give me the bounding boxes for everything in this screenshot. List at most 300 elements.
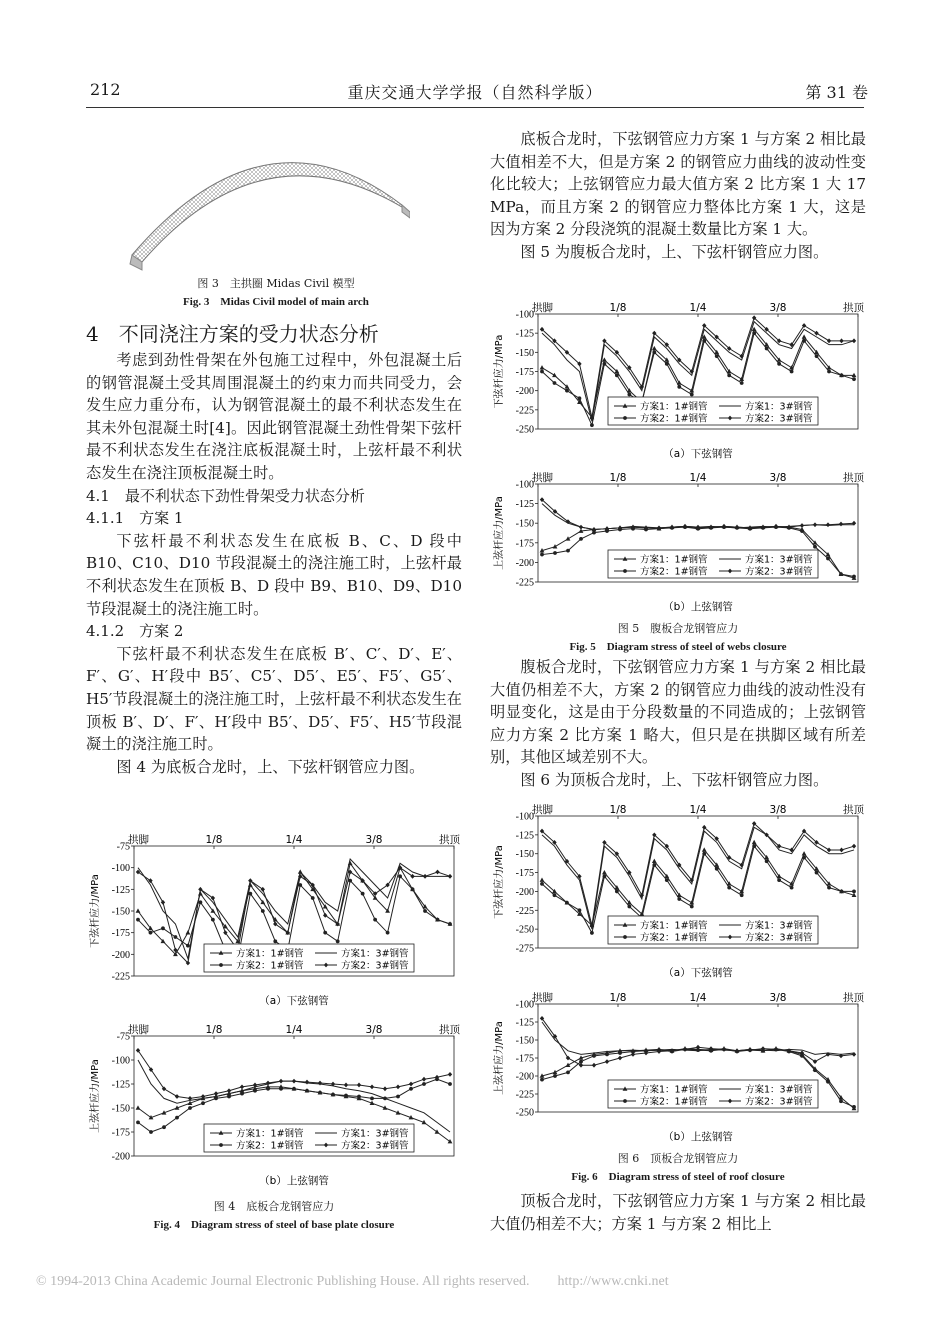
legend-label: 方案2：1#钢管 (640, 566, 708, 578)
data-point (800, 523, 804, 528)
data-point (383, 1086, 387, 1091)
data-point (318, 1091, 322, 1095)
y-tick-label: -75 (116, 1031, 130, 1043)
data-point (410, 874, 414, 879)
legend-label: 方案1：3#钢管 (745, 401, 813, 413)
data-point (227, 1088, 231, 1093)
data-point (292, 1079, 296, 1084)
subsection-title: 4.1 最不利状态下劲性骨架受力状态分析 (86, 486, 365, 505)
paragraph: 下弦杆最不利状态发生在底板 B′、C′、D′、E′、F′、G′、H′段中 B5′、C5′、D5′、E5′、F5′、G5′、H5′节段混凝土的浇注施工时，上弦杆最不利状态发生在顶板 B′、D′、F′、H′段中 B5′、D5′、F5′、H5′节段混凝土的浇注施工时。 (86, 644, 462, 754)
y-axis-label: 下弦杆应力/MPa (494, 845, 505, 919)
data-point (702, 852, 706, 856)
data-point (652, 346, 657, 350)
data-point (592, 1054, 596, 1058)
data-point (423, 909, 427, 913)
data-point (690, 905, 694, 909)
chart-fig6a (490, 802, 866, 984)
data-point (800, 529, 804, 533)
arch-model-figure (120, 120, 410, 280)
data-point (839, 1099, 843, 1103)
y-tick-label: -175 (515, 538, 534, 550)
data-point (715, 354, 719, 358)
data-point (852, 890, 856, 894)
data-point (336, 939, 340, 943)
right-text-2 (490, 656, 866, 792)
data-point (448, 1082, 452, 1086)
data-point (149, 931, 153, 935)
data-point (409, 1087, 413, 1091)
data-point (370, 1084, 374, 1089)
legend-marker (219, 963, 223, 967)
y-tick-label: -275 (515, 943, 534, 955)
series-line (138, 1060, 450, 1132)
data-point (826, 1080, 830, 1084)
x-tick-label: 1/4 (689, 804, 707, 816)
x-tick-label: 拱脚 (532, 804, 553, 816)
x-tick-label: 3/8 (769, 302, 787, 314)
chart-fig5b (490, 470, 866, 618)
y-tick-label: -100 (515, 999, 534, 1011)
data-point (602, 870, 607, 874)
data-point (578, 908, 582, 912)
left-column-text (86, 318, 462, 778)
y-tick-label: -225 (515, 905, 534, 917)
data-point (826, 557, 830, 561)
legend-marker (219, 1143, 223, 1147)
data-point (566, 549, 570, 553)
y-axis-label: 下弦杆应力/MPa (90, 874, 101, 948)
legend-label: 方案1：3#钢管 (745, 1084, 813, 1096)
data-point (579, 525, 583, 530)
series-4 (540, 1016, 856, 1068)
y-tick-label: -175 (111, 928, 130, 940)
data-point (175, 1116, 179, 1120)
data-point (578, 396, 582, 400)
x-tick-label: 1/8 (205, 1024, 223, 1036)
data-point (240, 1092, 244, 1096)
chart-svg (490, 990, 866, 1148)
paragraph: 图 4 为底板合龙时，上、下弦杆钢管应力图。 (116, 757, 425, 776)
legend-label: 方案2：3#钢管 (745, 932, 813, 944)
data-point (665, 362, 669, 366)
data-point (839, 338, 843, 343)
legend-label: 方案2：3#钢管 (745, 413, 813, 425)
data-point (839, 848, 843, 853)
y-tick-label: -250 (515, 924, 534, 936)
legend-marker (623, 416, 627, 420)
data-point (618, 1051, 622, 1055)
data-point (323, 913, 327, 918)
legend-label: 方案2：1#钢管 (236, 1140, 304, 1152)
y-tick-label: -100 (111, 1055, 130, 1067)
data-point (540, 878, 545, 882)
legend-label: 方案1：1#钢管 (236, 1128, 304, 1140)
data-point (305, 1089, 309, 1093)
data-point (553, 551, 557, 555)
y-tick-label: -250 (515, 424, 534, 436)
y-tick-label: -225 (515, 577, 534, 589)
y-tick-label: -125 (111, 1079, 130, 1091)
data-point (802, 851, 807, 855)
data-point (305, 1080, 309, 1085)
data-point (702, 339, 706, 343)
data-point (839, 572, 843, 576)
page-number: 212 (90, 80, 121, 99)
series-2 (138, 1060, 450, 1132)
chart-subtitle: （a）下弦钢管 (663, 967, 733, 979)
data-point (765, 347, 769, 351)
legend-label: 方案2：1#钢管 (640, 932, 708, 944)
data-point (186, 930, 191, 934)
data-point (201, 1101, 205, 1105)
data-point (665, 878, 669, 882)
data-point (357, 1083, 361, 1088)
data-point (344, 1083, 348, 1088)
data-point (777, 878, 781, 882)
chart-fig4b (86, 1022, 462, 1192)
data-point (553, 1074, 557, 1078)
data-point (790, 886, 794, 890)
data-point (435, 1129, 440, 1133)
x-tick-label: 1/4 (689, 472, 707, 484)
y-tick-label: -225 (515, 1089, 534, 1101)
y-tick-label: -200 (515, 1071, 534, 1083)
data-point (540, 1078, 544, 1082)
chart-fig6b (490, 990, 866, 1148)
x-tick-label: 3/8 (365, 1024, 383, 1036)
y-tick-label: -125 (515, 830, 534, 842)
data-point (752, 331, 756, 335)
series-line (138, 1050, 450, 1098)
data-point (690, 393, 694, 397)
series-4 (540, 497, 856, 532)
x-tick-label: 拱顶 (439, 834, 460, 846)
data-point (815, 354, 819, 358)
data-point (627, 393, 631, 397)
chart-subtitle: （b）上弦钢管 (663, 601, 733, 613)
data-point (566, 536, 571, 540)
chart-fig5a (490, 300, 866, 465)
data-point (248, 892, 252, 896)
data-point (411, 887, 415, 891)
data-point (590, 423, 594, 427)
data-point (292, 1087, 296, 1091)
data-point (273, 939, 277, 943)
data-point (162, 1125, 166, 1129)
data-point (211, 918, 215, 922)
y-tick-label: -125 (515, 499, 534, 511)
data-point (603, 362, 607, 366)
data-point (826, 522, 830, 527)
copyright-footer: © 1994-2013 China Academic Journal Electronic Publishing House. All rights reserved. http://www.cnki.net (36, 1274, 669, 1289)
data-point (813, 1068, 817, 1072)
data-point (814, 331, 818, 336)
data-point (423, 874, 427, 879)
data-point (409, 1082, 413, 1087)
data-point (311, 896, 315, 900)
data-point (553, 893, 557, 897)
x-tick-label: 拱顶 (843, 302, 864, 314)
fig5-caption-en: Fig. 5 Diagram stress of steel of webs closure (569, 641, 787, 653)
x-tick-label: 拱脚 (532, 302, 553, 314)
data-point (827, 848, 831, 853)
data-point (540, 370, 544, 374)
data-point (253, 1089, 257, 1093)
y-tick-label: -100 (111, 863, 130, 875)
data-point (815, 871, 819, 875)
subsubsection-title: 4.1.1 方案 1 (86, 509, 184, 528)
legend-label: 方案1：1#钢管 (640, 401, 708, 413)
data-point (386, 931, 390, 935)
x-tick-label: 1/8 (609, 302, 627, 314)
legend-label: 方案2：3#钢管 (745, 1096, 813, 1108)
chart-subtitle: （b）上弦钢管 (259, 1175, 329, 1187)
data-point (540, 882, 544, 886)
data-point (852, 575, 856, 579)
data-point (813, 545, 817, 549)
legend-label: 方案1：3#钢管 (341, 1128, 409, 1140)
y-tick-label: -150 (111, 1103, 130, 1115)
header-rule (86, 107, 864, 108)
data-point (273, 922, 277, 927)
section-title: 4 不同浇注方案的受力状态分析 (86, 322, 379, 346)
paragraph: 考虑到劲性骨架在外包施工过程中，外包混凝土后的钢管混凝土受其周围混凝土的约束力而共同受力，会发生应力重分布，认为钢管混凝土的最不利状态发生在其未外包混凝土时[4]。因此钢管混凝土劲性骨架下弦杆最不利状态发生在浇注底板混凝土时，上弦杆最不利状态发生在浇注顶板混凝土时。 (86, 351, 462, 482)
data-point (266, 1087, 270, 1091)
chart-svg (490, 470, 866, 618)
fig4-caption-en: Fig. 4 Diagram stress of steel of base plate closure (153, 1219, 395, 1231)
data-point (540, 553, 544, 557)
volume-label: 第 31 卷 (805, 83, 868, 102)
data-point (727, 886, 731, 890)
data-point (136, 1121, 140, 1125)
y-tick-label: -200 (111, 1151, 130, 1163)
legend-label: 方案2：3#钢管 (341, 960, 409, 972)
data-point (813, 1059, 817, 1064)
data-point (214, 1097, 218, 1101)
data-point (827, 886, 831, 890)
y-tick-label: -150 (515, 849, 534, 861)
data-point (357, 1095, 361, 1099)
data-point (852, 844, 856, 849)
legend-label: 方案2：3#钢管 (341, 1140, 409, 1152)
data-point (605, 1059, 609, 1064)
data-point (331, 1093, 335, 1097)
x-tick-label: 1/8 (205, 834, 223, 846)
data-point (396, 1084, 400, 1089)
series-line (138, 863, 450, 954)
y-axis-label: 上弦杆应力/MPa (494, 1021, 505, 1095)
data-point (752, 840, 757, 844)
data-point (227, 1095, 231, 1099)
data-point (579, 537, 583, 541)
legend-marker (623, 1099, 627, 1103)
y-tick-label: -100 (515, 479, 534, 491)
legend-label: 方案1：1#钢管 (236, 948, 304, 960)
paragraph: 顶板合龙时，下弦钢管应力方案 1 与方案 2 相比最大值仍相差不大；方案 1 与方案 2 相比上 (490, 1192, 866, 1233)
data-point (840, 890, 844, 894)
x-tick-label: 拱脚 (128, 1024, 149, 1036)
data-point (740, 381, 744, 385)
chart-subtitle: （b）上弦钢管 (663, 1131, 733, 1143)
legend-marker (623, 569, 627, 573)
data-point (214, 1091, 218, 1096)
y-tick-label: -200 (111, 949, 130, 961)
y-tick-label: -225 (111, 971, 130, 983)
data-point (840, 373, 844, 377)
data-point (827, 370, 831, 374)
y-tick-label: -200 (515, 386, 534, 398)
fig5-caption-cn: 图 5 腹板合龙钢管应力 (617, 622, 739, 635)
data-point (615, 890, 619, 894)
x-tick-label: 拱顶 (843, 472, 864, 484)
data-point (777, 362, 781, 366)
x-tick-label: 1/8 (609, 992, 627, 1004)
y-tick-label: -225 (515, 405, 534, 417)
data-point (279, 1087, 283, 1091)
legend-marker (623, 935, 627, 939)
y-tick-label: -125 (111, 884, 130, 896)
data-point (136, 918, 140, 922)
data-point (722, 1047, 726, 1052)
data-point (677, 897, 681, 901)
data-point (615, 373, 619, 377)
data-point (436, 918, 440, 922)
legend-label: 方案1：1#钢管 (640, 1084, 708, 1096)
paragraph: 腹板合龙时，下弦钢管应力方案 1 与方案 2 相比最大值仍相差不大，方案 2 的钢管应力曲线的波动性没有明显变化，这是由于分段数量的不同造成的；上弦钢管应力方案 2 比方案 1 略大，但只是在拱脚区域有所差别，其他区域差别不大。 (490, 658, 866, 767)
data-point (813, 522, 817, 527)
data-point (603, 874, 607, 878)
data-point (136, 1105, 141, 1109)
legend-label: 方案1：3#钢管 (341, 948, 409, 960)
data-point (752, 844, 756, 848)
chart-fig4a (86, 832, 462, 1012)
data-point (540, 365, 545, 369)
data-point (565, 901, 569, 905)
x-tick-label: 1/4 (285, 1024, 303, 1036)
y-tick-label: -150 (515, 347, 534, 359)
data-point (422, 1082, 426, 1086)
data-point (261, 909, 265, 913)
chart-svg (86, 1022, 462, 1192)
data-point (553, 381, 557, 385)
data-point (279, 1079, 283, 1084)
x-tick-label: 3/8 (769, 804, 787, 816)
legend-label: 方案1：3#钢管 (745, 920, 813, 932)
paragraph: 图 5 为腹板合龙时，上、下弦杆钢管应力图。 (520, 242, 829, 261)
data-point (852, 1105, 856, 1109)
data-point (448, 874, 452, 879)
paragraph: 图 6 为顶板合龙时，上、下弦杆钢管应力图。 (520, 770, 829, 789)
x-tick-label: 1/8 (609, 472, 627, 484)
legend-label: 方案1：1#钢管 (640, 920, 708, 932)
y-tick-label: -75 (116, 841, 130, 853)
x-tick-label: 拱脚 (532, 472, 553, 484)
subsubsection-title: 4.1.2 方案 2 (86, 622, 184, 641)
data-point (211, 896, 215, 901)
data-point (652, 350, 656, 354)
x-tick-label: 拱顶 (439, 1024, 460, 1036)
y-tick-label: -150 (515, 518, 534, 530)
chart-svg (86, 832, 462, 1012)
data-point (715, 867, 719, 871)
legend-label: 方案1：3#钢管 (745, 554, 813, 566)
data-point (748, 1048, 752, 1053)
data-point (605, 1053, 609, 1057)
y-tick-label: -175 (111, 1127, 130, 1139)
y-tick-label: -200 (515, 886, 534, 898)
x-tick-label: 拱顶 (843, 992, 864, 1004)
data-point (136, 908, 141, 912)
y-axis-label: 下弦杆应力/MPa (494, 334, 505, 409)
data-point (261, 887, 265, 892)
data-point (149, 1130, 153, 1134)
x-tick-label: 3/8 (769, 472, 787, 484)
data-point (652, 859, 657, 863)
data-point (323, 931, 327, 935)
data-point (199, 900, 203, 904)
data-point (683, 1047, 687, 1052)
legend-label: 方案2：1#钢管 (236, 960, 304, 972)
y-axis-label: 上弦杆应力/MPa (90, 1059, 101, 1133)
data-point (631, 1052, 635, 1057)
data-point (627, 905, 631, 909)
data-point (398, 874, 402, 878)
data-point (677, 385, 681, 389)
x-tick-label: 拱脚 (128, 834, 149, 846)
x-tick-label: 1/4 (689, 992, 707, 1004)
data-point (383, 1097, 387, 1101)
y-tick-label: -150 (515, 1035, 534, 1047)
paragraph: 下弦杆最不利状态发生在底板 B、C、D 段中 B10、C10、D10 节段混凝土的浇注施工时，上弦杆最不利状态发生在顶板 B、D 段中 B9、B10、D9、D10 节段混凝土的浇注施工时。 (86, 531, 462, 618)
data-point (727, 373, 731, 377)
fig3-caption-en: Fig. 3 Midas Civil model of main arch (183, 296, 369, 308)
data-point (852, 377, 856, 381)
data-point (174, 935, 178, 939)
y-tick-label: -200 (515, 557, 534, 569)
data-point (827, 338, 831, 343)
legend-label: 方案2：1#钢管 (640, 1096, 708, 1108)
data-point (435, 870, 439, 875)
legend-label: 方案2：1#钢管 (640, 413, 708, 425)
y-axis-label: 上弦杆应力/MPa (494, 496, 505, 570)
x-tick-label: 拱脚 (532, 992, 553, 1004)
x-tick-label: 1/8 (609, 804, 627, 816)
y-tick-label: -125 (515, 328, 534, 340)
data-point (448, 1139, 453, 1143)
chart-subtitle: （a）下弦钢管 (663, 448, 733, 460)
data-point (553, 544, 558, 548)
data-point (618, 1056, 622, 1061)
data-point (702, 847, 707, 851)
fig6-caption-en: Fig. 6 Diagram stress of steel of roof closure (571, 1171, 785, 1183)
journal-title: 重庆交通大学学报（自然科学版） (347, 83, 603, 102)
data-point (373, 918, 377, 922)
fig3-caption-cn: 图 3 主拱圈 Midas Civil 模型 (197, 277, 355, 290)
y-tick-label: -100 (515, 309, 534, 321)
y-tick-label: -175 (515, 367, 534, 378)
chart-svg (490, 802, 866, 984)
fig6-caption-cn: 图 6 顶板合龙钢管应力 (617, 1152, 739, 1165)
data-point (240, 1084, 244, 1089)
chart-subtitle: （a）下弦钢管 (259, 995, 329, 1007)
data-point (188, 1106, 192, 1110)
x-tick-label: 1/4 (689, 302, 707, 314)
data-point (344, 1094, 348, 1098)
data-point (448, 1072, 452, 1077)
data-point (448, 922, 452, 926)
data-point (802, 856, 806, 860)
y-tick-label: -150 (111, 906, 130, 918)
